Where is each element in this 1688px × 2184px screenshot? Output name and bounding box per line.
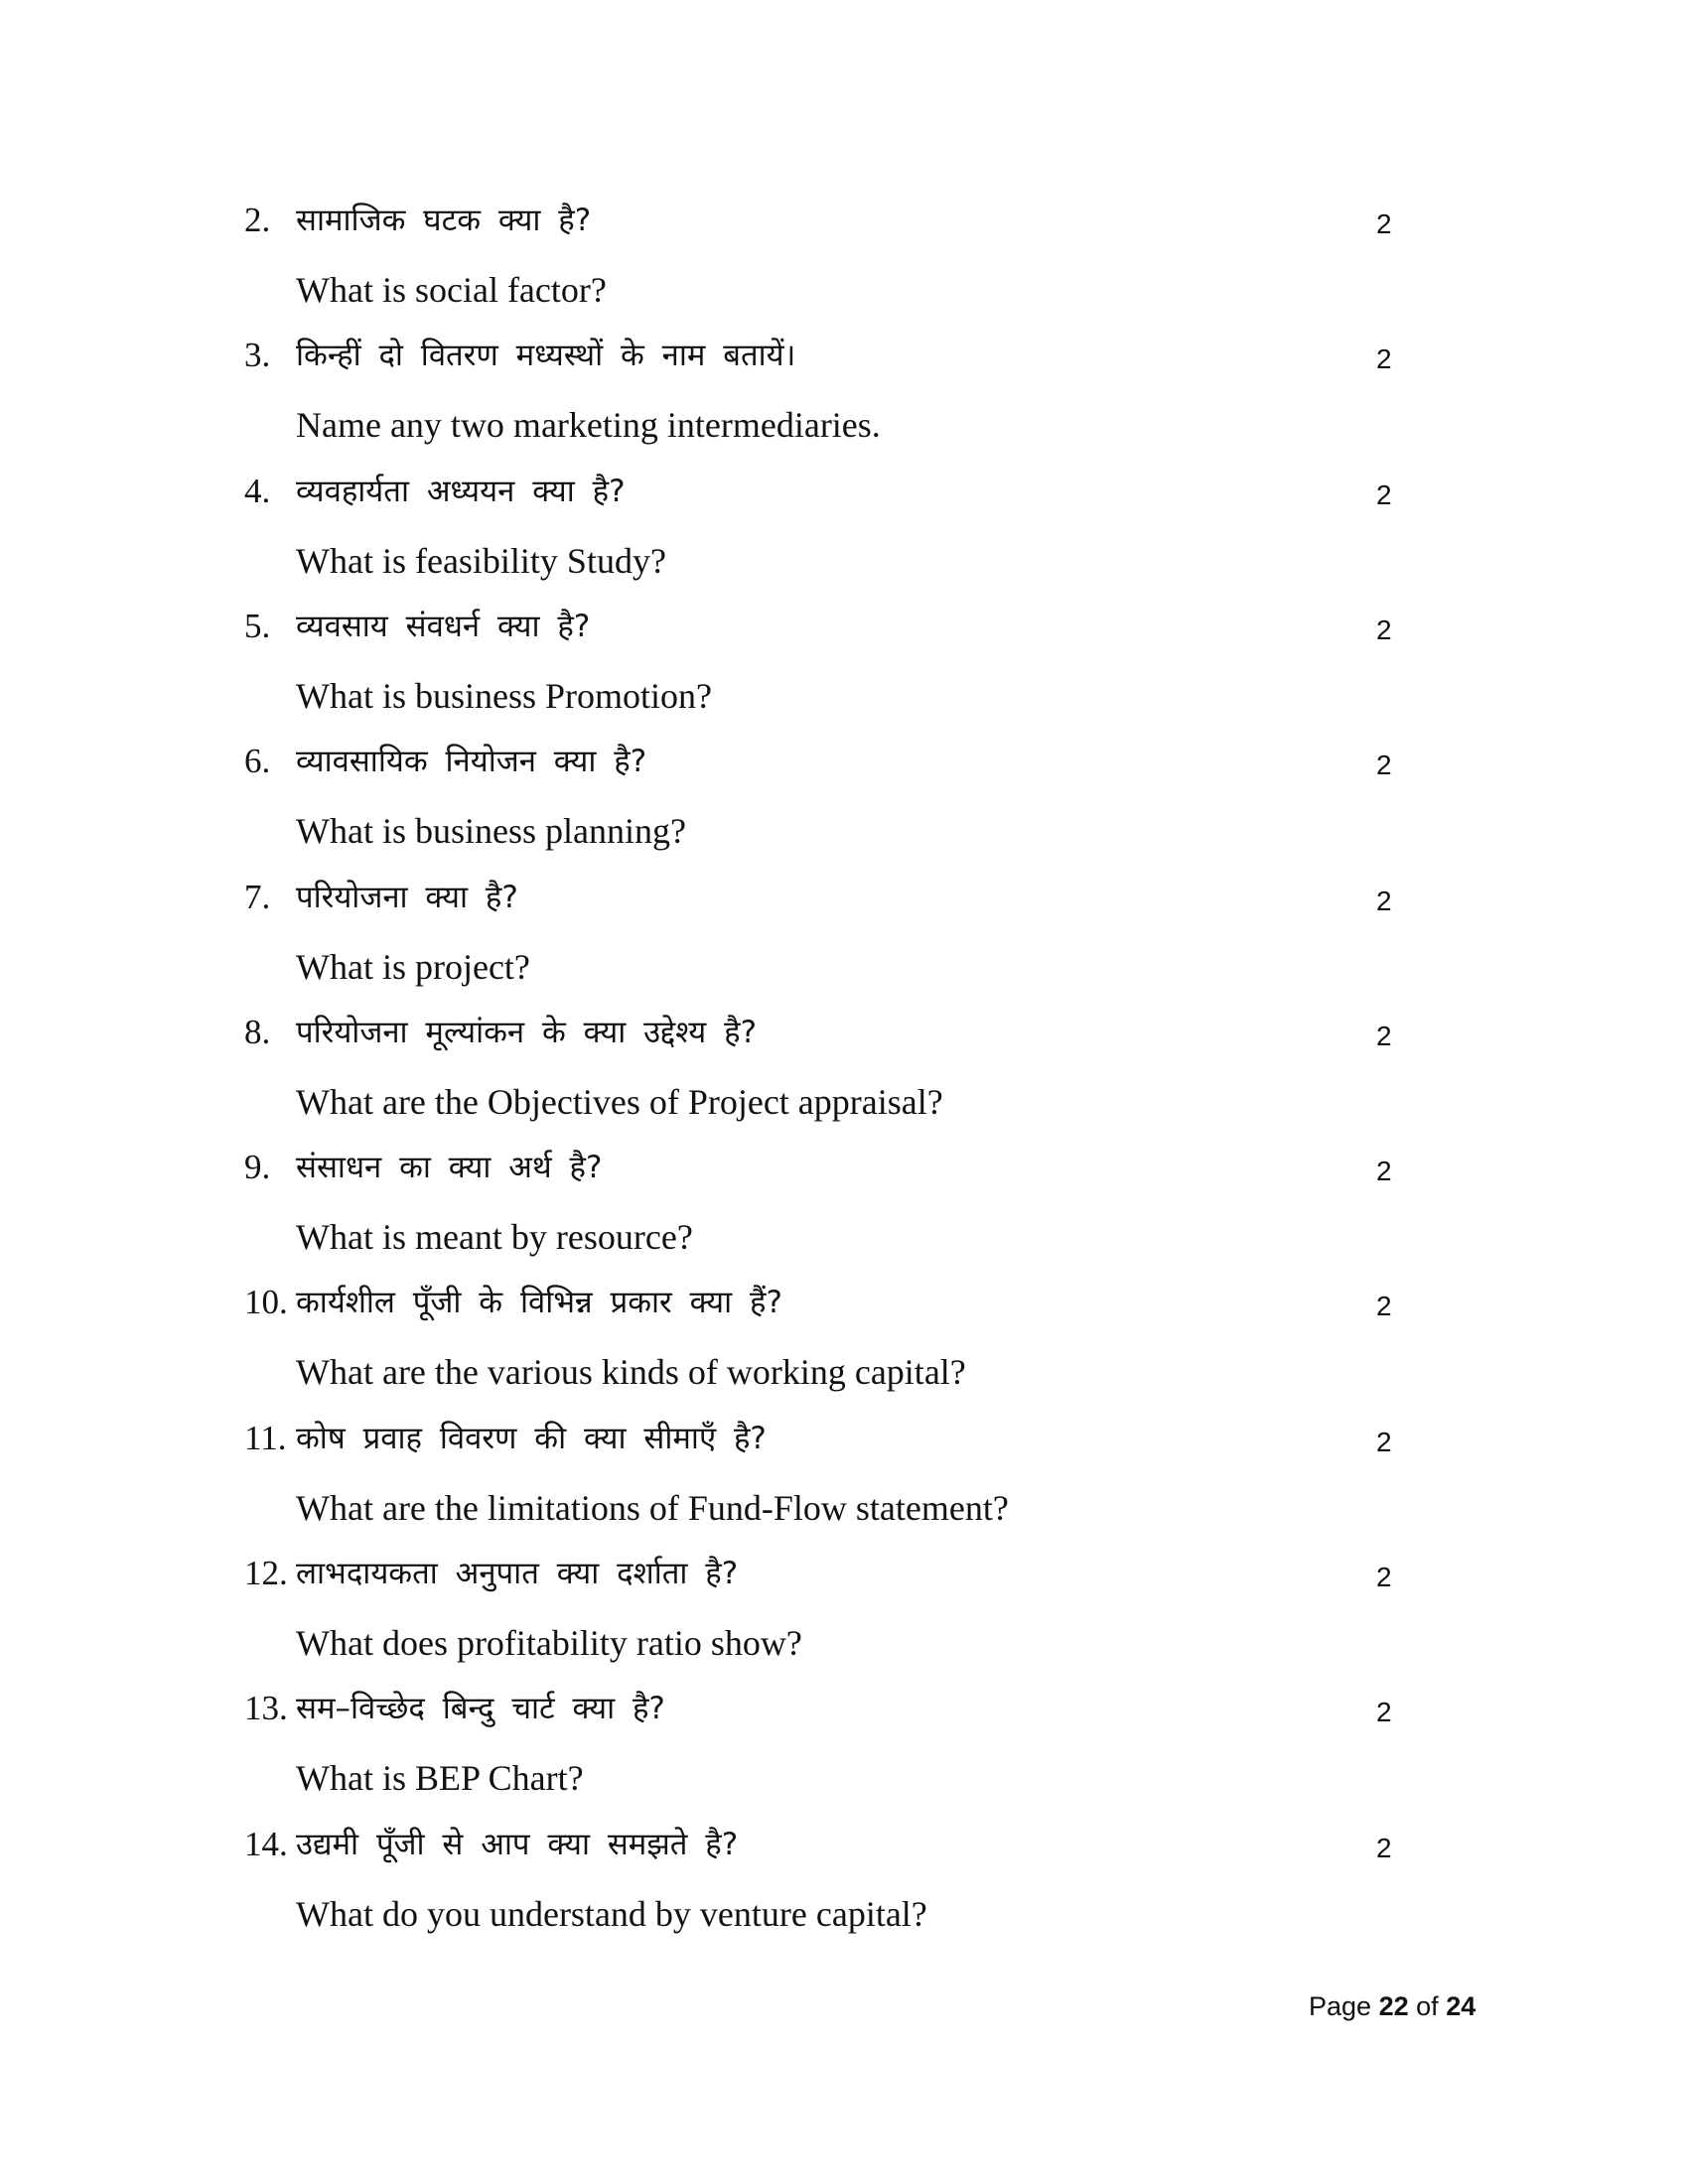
question-english: What is meant by resource?	[296, 1217, 693, 1258]
question-number: 5.	[244, 606, 271, 645]
question-hindi: कोष प्रवाह विवरण की क्या सीमाएँ है?	[296, 1420, 767, 1456]
question-item	[0, 334, 1688, 469]
question-number: 13.	[244, 1689, 288, 1728]
question-hindi: सामाजिक घटक क्या है?	[296, 203, 592, 238]
current-page: 22	[1378, 1991, 1409, 2021]
question-marks: 2	[1376, 343, 1392, 375]
question-marks: 2	[1376, 1020, 1392, 1051]
question-item	[0, 605, 1688, 740]
question-number: 14.	[244, 1824, 288, 1863]
question-item	[0, 1146, 1688, 1281]
question-hindi: सम–विच्छेद बिन्दु चार्ट क्या है?	[296, 1691, 665, 1727]
question-marks: 2	[1376, 1291, 1392, 1322]
question-marks: 2	[1376, 1426, 1392, 1457]
question-english: What is social factor?	[296, 270, 607, 310]
question-marks: 2	[1376, 1156, 1392, 1187]
page-label: Page	[1309, 1991, 1372, 2021]
question-marks: 2	[1376, 208, 1392, 239]
question-marks: 2	[1376, 885, 1392, 916]
question-english: What is business planning?	[296, 811, 686, 852]
question-number: 3.	[244, 336, 271, 375]
question-marks: 2	[1376, 478, 1392, 510]
page-number	[1309, 1991, 1476, 2022]
question-item	[0, 1011, 1688, 1146]
question-item	[0, 199, 1688, 334]
question-item	[0, 740, 1688, 875]
question-number: 2.	[244, 201, 271, 239]
question-number: 11.	[244, 1418, 287, 1457]
question-english: What is BEP Chart?	[296, 1758, 584, 1799]
question-number: 6.	[244, 742, 271, 781]
question-number: 7.	[244, 877, 271, 916]
question-hindi: संसाधन का क्या अर्थ है?	[296, 1150, 603, 1186]
question-hindi: व्यावसायिक नियोजन क्या है?	[296, 744, 647, 780]
question-hindi: व्यवसाय संवधर्न क्या है?	[296, 608, 591, 644]
question-item	[0, 876, 1688, 1011]
question-hindi: व्यवहार्यता अध्ययन क्या है?	[296, 473, 626, 509]
question-hindi: उद्यमी पूँजी से आप क्या समझते है?	[296, 1826, 739, 1862]
question-number: 4.	[244, 471, 271, 510]
question-item	[0, 1552, 1688, 1687]
question-item	[0, 1823, 1688, 1958]
question-english: What is feasibility Study?	[296, 540, 666, 581]
question-english: What do you understand by venture capital?	[296, 1893, 927, 1934]
total-pages: 24	[1446, 1991, 1477, 2021]
question-item	[0, 1417, 1688, 1552]
question-english: What are the limitations of Fund-Flow statement?	[296, 1487, 1009, 1528]
question-hindi: परियोजना क्या है?	[296, 879, 518, 915]
question-hindi: लाभदायकता अनुपात क्या दर्शाता है?	[296, 1556, 739, 1591]
question-english: What does profitability ratio show?	[296, 1623, 802, 1663]
question-english: What is project?	[296, 946, 530, 987]
question-english: What are the Objectives of Project appraisal?	[296, 1081, 943, 1122]
question-english: Name any two marketing intermediaries.	[296, 405, 881, 446]
question-number: 8.	[244, 1012, 271, 1051]
question-item	[0, 1687, 1688, 1822]
question-marks: 2	[1376, 1562, 1392, 1592]
question-hindi: कार्यशील पूँजी के विभिन्न प्रकार क्या हैं?	[296, 1285, 782, 1321]
question-number: 9.	[244, 1148, 271, 1187]
question-marks: 2	[1376, 614, 1392, 645]
question-number: 12.	[244, 1554, 288, 1592]
question-item	[0, 1281, 1688, 1416]
question-english: What is business Promotion?	[296, 675, 712, 716]
question-marks: 2	[1376, 1697, 1392, 1728]
question-marks: 2	[1376, 1832, 1392, 1863]
question-item	[0, 470, 1688, 605]
of-label: of	[1416, 1991, 1439, 2021]
question-number: 10.	[244, 1283, 288, 1322]
question-english: What are the various kinds of working capital?	[296, 1352, 966, 1393]
question-hindi: किन्हीं दो वितरण मध्यस्थों के नाम बतायें।	[296, 338, 796, 374]
question-hindi: परियोजना मूल्यांकन के क्या उद्देश्य है?	[296, 1014, 758, 1050]
question-marks: 2	[1376, 750, 1392, 781]
